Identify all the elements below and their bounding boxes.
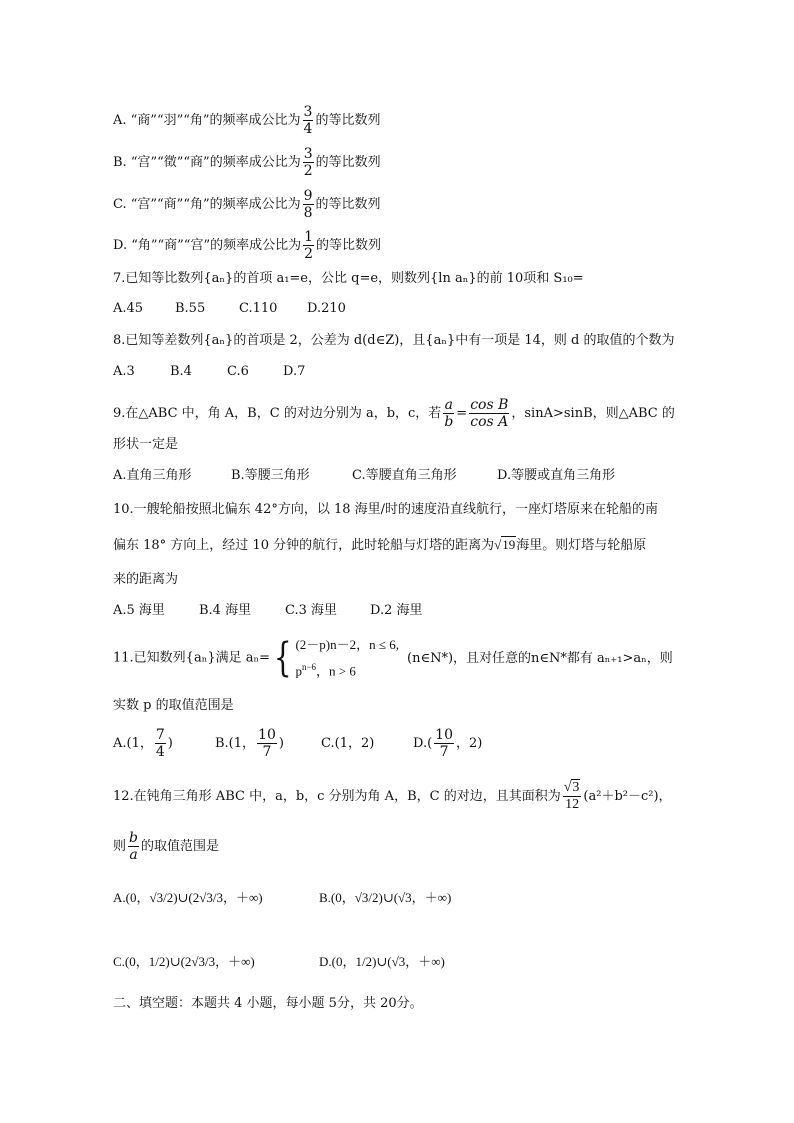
frac-num: √3 [563, 780, 580, 795]
q11-option-a [113, 727, 215, 760]
q11-stem-line2: 实数 p 的取值范围是 [113, 698, 234, 713]
q9-stem-suffix: ，sinA>sinB，则△ABC 的 [511, 406, 675, 421]
sqrt-19: √19 [494, 537, 516, 552]
q8-option-d: D.7 [283, 364, 306, 379]
q8-options [113, 362, 305, 382]
frac-den: 2 [304, 246, 314, 262]
q9-stem-text: 9.在△ABC 中，角 A，B，C 的对边分别为 a，b，c，若 [113, 406, 442, 421]
left-brace: { [273, 635, 292, 682]
q12-option-d: D.(0，1/2)∪(√3，＋∞) [319, 954, 445, 969]
q8-option-b: B.4 [170, 364, 192, 379]
q11-condition: (n∈N*)，且对任意的n∈N*都有 aₙ₊₁>aₙ，则 [407, 650, 673, 666]
q6-option-c [113, 188, 381, 221]
q11-option-d [413, 727, 482, 760]
q6-option-a-suffix: 的等比数列 [315, 113, 381, 128]
frac-num: 3 [303, 104, 313, 120]
q12-options-row1 [113, 888, 451, 908]
q10-options [113, 601, 423, 621]
opt-prefix: D.( [413, 736, 433, 751]
frac-den: a [129, 847, 138, 863]
frac-den: 4 [303, 121, 313, 137]
q10-option-b: B.4 海里 [199, 603, 252, 618]
q12-option-b: B.(0，√3/2)∪(√3，＋∞) [319, 890, 452, 905]
q8-stem: 8.已知等差数列{aₙ}的首项是 2，公差为 d(d∈Z)，且{aₙ}中有一项是 14，则 d 的取值的个数为 [113, 333, 675, 348]
q12-option-a: A.(0，√3/2)∪(2√3/3，＋∞) [113, 890, 263, 905]
opt-fraction [257, 727, 277, 760]
frac-den: cos A [470, 414, 509, 430]
q12-stem [113, 780, 672, 813]
frac-num: 1 [304, 229, 314, 245]
q6-option-a-fraction [303, 104, 314, 137]
q12-ratio-fraction [128, 830, 139, 863]
q11-stem [113, 634, 673, 682]
frac-num: 7 [155, 727, 165, 743]
q6-option-b [113, 146, 381, 179]
q6-option-b-text: B. “宫”“徵”“商”的频率成公比为 [113, 155, 301, 170]
case2-condition: ，n > 6 [316, 663, 356, 679]
sqrt-radicand: 19 [502, 537, 516, 552]
q6-option-a [113, 104, 380, 137]
opt-fraction [434, 727, 454, 760]
q7-option-d: D.210 [307, 301, 346, 316]
q6-option-d-suffix: 的等比数列 [316, 238, 382, 253]
q9-fraction-ab [443, 397, 454, 430]
q7-stem: 7.已知等比数列{aₙ}的首项 a₁=e，公比 q=e，则数列{ln aₙ}的前 10项和 S₁₀= [113, 271, 584, 286]
q11-piecewise [295, 634, 399, 682]
q7-option-b: B.55 [175, 301, 206, 316]
section-2-heading: 二、填空题：本题共 4 小题，每小题 5分，共 20分。 [113, 996, 423, 1011]
opt-prefix: A.(1， [113, 736, 153, 751]
q12-line2-suffix: 的取值范围是 [140, 839, 219, 854]
q12-area-fraction [563, 780, 582, 813]
frac-num: 9 [303, 188, 313, 204]
q11-option-b [215, 727, 321, 760]
frac-den: 12 [565, 797, 580, 812]
case2-exponent: n−6 [301, 662, 317, 672]
frac-den: 8 [303, 205, 313, 221]
sqrt-radicand: 3 [572, 780, 580, 795]
q8-option-a: A.3 [113, 364, 135, 379]
q11-options [113, 727, 482, 760]
q12-stem-text: 12.在钝角三角形 ABC 中，a，b，c 分别为角 A，B，C 的对边，且其面积为 [113, 789, 561, 804]
opt-suffix: ) [167, 736, 173, 751]
frac-num: cos B [470, 397, 509, 413]
frac-num: 3 [303, 146, 313, 162]
frac-den: 4 [155, 744, 165, 760]
frac-num: 10 [258, 727, 276, 743]
q11-case-1: (2－p)n－2，n ≤ 6, [295, 637, 399, 652]
frac-num: a [444, 397, 453, 413]
q12-stem-suffix: (a²＋b²－c²)， [583, 789, 672, 804]
q12-stem-line2 [113, 830, 219, 863]
q10-option-a: A.5 海里 [113, 603, 165, 618]
q10-stem-line3: 来的距离为 [113, 572, 179, 587]
q12-option-c: C.(0，1/2)∪(2√3/3，＋∞) [113, 954, 255, 969]
frac-den: 7 [262, 744, 272, 760]
q6-option-b-suffix: 的等比数列 [315, 155, 381, 170]
frac-den: 7 [439, 744, 449, 760]
q7-option-c: C.110 [239, 301, 278, 316]
frac-num: b [129, 830, 138, 846]
q6-option-d-fraction [303, 229, 314, 262]
q10-stem-line1: 10.一艘轮船按照北偏东 42°方向，以 18 海里/时的速度沿直线航行，一座灯塔原来在轮船的南 [113, 502, 659, 517]
q10-option-c: C.3 海里 [285, 603, 338, 618]
q11-option-c: C.(1，2) [321, 736, 375, 751]
q11-case-2 [295, 656, 399, 682]
q6-option-d [113, 229, 381, 262]
q9-fraction-cos [469, 397, 509, 430]
q9-stem [113, 397, 675, 430]
opt-suffix: ，2) [456, 736, 483, 751]
q10-option-d: D.2 海里 [370, 603, 423, 618]
q8-option-c: C.6 [227, 364, 249, 379]
q9-option-a: A.直角三角形 [113, 468, 192, 483]
q12-options-row2 [113, 952, 445, 972]
q9-stem-line2: 形状一定是 [113, 437, 179, 452]
q7-option-a: A.45 [113, 301, 144, 316]
q11-stem-text: 11.已知数列{aₙ}满足 aₙ= [113, 650, 270, 666]
q9-option-d: D.等腰或直角三角形 [497, 468, 616, 483]
frac-num: 10 [435, 727, 453, 743]
q12-line2-prefix: 则 [113, 839, 127, 854]
case2-base: p [295, 663, 302, 679]
frac-den: 2 [303, 163, 313, 179]
q9-option-b: B.等腰三角形 [231, 468, 310, 483]
q6-option-c-fraction [303, 188, 314, 221]
q10-stem-suffix: 海里。则灯塔与轮船原 [516, 538, 647, 553]
q9-options [113, 466, 615, 486]
opt-suffix: ) [278, 736, 284, 751]
opt-fraction [155, 727, 166, 760]
q6-option-d-text: D. “角”“商”“宫”的频率成公比为 [113, 238, 302, 253]
equals-sign: = [456, 406, 468, 421]
q10-stem-text: 偏东 18° 方向上，经过 10 分钟的航行，此时轮船与灯塔的距离为 [113, 538, 495, 553]
q7-options [113, 299, 346, 319]
frac-den: b [444, 414, 454, 430]
q10-stem-line2 [113, 535, 646, 556]
q6-option-b-fraction [303, 146, 314, 179]
q6-option-c-text: C. “宫”“商”“角”的频率成公比为 [113, 197, 301, 212]
q6-option-a-text: A. “商”“羽”“角”的频率成公比为 [113, 113, 301, 128]
q6-option-c-suffix: 的等比数列 [315, 197, 381, 212]
q9-option-c: C.等腰直角三角形 [352, 468, 457, 483]
opt-prefix: B.(1， [215, 736, 256, 751]
